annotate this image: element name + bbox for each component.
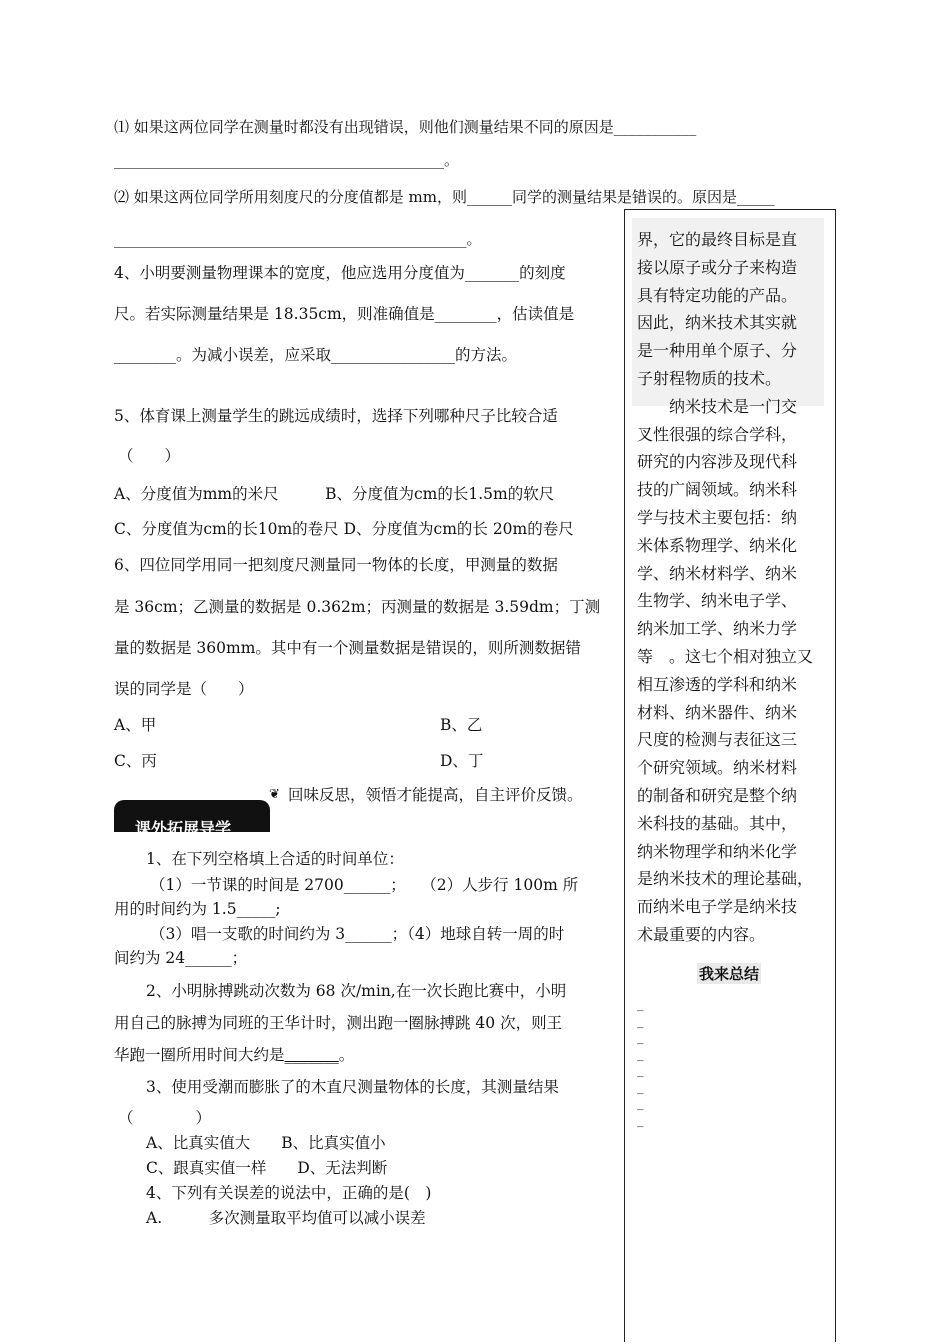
q6-option-d: D、丁 — [440, 752, 484, 770]
q1-line-1: ⑴ 如果这两位同学在测量时都没有出现错误，则他们测量结果不同的原因是___________ — [114, 118, 697, 136]
ext-q1-line-4: 间约为 24______； — [114, 949, 248, 967]
ext-q2-text: 华跑一圈所用时间大约是 — [114, 1046, 285, 1064]
sidebar-line: 纳米技术是一门交 — [637, 396, 798, 416]
sidebar-line: 接以原子或分子来构造 — [637, 257, 798, 277]
q5-line-1: 5、体育课上测量学生的跳远成绩时，选择下列哪种尺子比较合适 — [114, 407, 558, 425]
sidebar-line: 生物学、纳米电子学、 — [637, 591, 798, 611]
sidebar-line: 尺度的检测与表征这三 — [637, 730, 798, 750]
ext-q2-line-1: 2、小明脉搏跳动次数为 68 次/min,在一次长跑比赛中，小明 — [146, 982, 567, 1000]
ext-q3-line-1: 3、使用受潮而膨胀了的木直尺测量物体的长度，其测量结果 — [146, 1078, 559, 1096]
sidebar-line: 研究的内容涉及现代科 — [637, 452, 798, 472]
q4-line-3: ________。为减小误差，应采取________________的方法。 — [114, 346, 518, 364]
q5-options-cd: C、分度值为cm的长10m的卷尺 D、分度值为cm的长 20m的卷尺 — [114, 520, 574, 538]
sidebar-line: 个研究领域。纳米材料 — [637, 758, 798, 778]
summary-blank-line: _ — [637, 1030, 644, 1045]
summary-blank-line: _ — [637, 1046, 644, 1062]
ext-q3-line-2: （ ） — [118, 1109, 212, 1127]
reflection-prompt: 回味反思，领悟才能提高，自主评价反馈。 — [288, 786, 583, 804]
q6-line-2: 是 36cm；乙测量的数据是 0.362m；丙测量的数据是 3.59dm；丁测 — [114, 598, 601, 616]
summary-blank-line: _ — [637, 997, 644, 1012]
sidebar-line: 纳米加工学、纳米力学 — [637, 619, 798, 639]
sidebar-line: 米体系物理学、纳米化 — [637, 535, 798, 555]
summary-blank-line: _ — [637, 1112, 644, 1128]
sidebar-line: 界，它的最终目标是直 — [637, 230, 798, 249]
sidebar-line: 相互渗透的学科和纳米 — [637, 674, 798, 694]
q6-option-a: A、甲 — [114, 716, 157, 734]
q5-line-2: （ ） — [118, 447, 181, 465]
q5-options-ab: A、分度值为mm的米尺 B、分度值为cm的长1.5m的软尺 — [114, 485, 555, 503]
sidebar-line: 子射程物质的技术。 — [637, 369, 782, 388]
sidebar-line: 学与技术主要包括：纳 — [637, 508, 798, 527]
sidebar-line: 材料、纳米器件、纳米 — [637, 702, 798, 722]
ext-q1-line-3: （3）唱一支歌的时间约为 3______；（4）地球自转一周的时 — [150, 925, 565, 943]
ext-q3-option-cd: C、跟真实值一样 D、无法判断 — [146, 1159, 388, 1177]
ext-q2-line-2: 用自己的脉搏为同班的王华计时，测出跑一圈脉搏跳 40 次，则王 — [114, 1014, 563, 1032]
q2-line-1: ⑵ 如果这两位同学所用刻度尺的分度值都是 mm，则______同学的测量结果是错误的。原因是_____ — [114, 188, 775, 206]
ext-q1-title: 1、在下列空格填上合适的时间单位： — [146, 850, 404, 868]
sidebar-line: 纳米物理学和纳米化学 — [637, 841, 798, 861]
sidebar-line: 是纳米技术的理论基础， — [637, 869, 814, 889]
q1-line-2: ____________________________________________。 — [114, 151, 460, 169]
ext-q2-line-3 — [114, 1045, 354, 1065]
section-badge-label: 课外拓展导学 — [135, 819, 232, 838]
ext-q4-option-a: A. 多次测量取平均值可以减小误差 — [146, 1209, 426, 1227]
sidebar-line: 的制备和研究是整个纳 — [637, 786, 798, 805]
summary-title: 我来总结 — [699, 965, 760, 983]
sidebar-line: 是一种用单个原子、分 — [637, 341, 798, 361]
q6-option-b: B、乙 — [440, 716, 483, 734]
sidebar-line: 术最重要的内容。 — [637, 925, 766, 944]
sidebar-line: 学、纳米材料学、纳米 — [637, 563, 798, 583]
sidebar-line: 米科技的基础。其中， — [637, 813, 798, 833]
sidebar-line: 技的广阔领域。纳米科 — [637, 480, 798, 500]
q6-line-1: 6、四位同学用同一把刻度尺测量同一物体的长度，甲测量的数据 — [114, 556, 558, 574]
sidebar-line: 因此，纳米技术其实就 — [637, 313, 798, 333]
q6-line-4: 误的同学是（ ） — [114, 680, 254, 698]
ext-q1-line-2: 用的时间约为 1.5_____; — [114, 900, 281, 918]
sidebar-line: 等 。这七个相对独立又 — [637, 647, 814, 666]
summary-blank-line: _ — [637, 1079, 644, 1095]
q2-line-2: _______________________________________________。 — [114, 230, 482, 248]
summary-blank-line: _ — [637, 1063, 644, 1078]
section-badge — [114, 800, 270, 838]
sidebar-line: 而纳米电子学是纳米技 — [637, 897, 798, 917]
ext-q3-option-ab: A、比真实值大 B、比真实值小 — [146, 1134, 386, 1152]
ext-q1-line-1: （1）一节课的时间是 2700______； （2）人步行 100m 所 — [150, 876, 579, 894]
ext-q2-end: 。 — [338, 1046, 355, 1064]
sidebar-line: 具有特定功能的产品。 — [637, 285, 798, 305]
summary-blank-line: _ — [637, 1096, 644, 1111]
summary-blank-line: _ — [637, 1013, 644, 1029]
q6-line-3: 量的数据是 360mm。其中有一个测量数据是错误的，则所测数据错 — [114, 639, 581, 657]
ext-q4-line-1: 4、下列有关误差的说法中，正确的是( ) — [146, 1184, 432, 1202]
q4-line-1: 4、小明要测量物理课本的宽度，他应选用分度值为_______的刻度 — [114, 264, 566, 282]
ext-q2-blank: _______ — [284, 1046, 339, 1064]
q6-option-c: C、丙 — [114, 752, 157, 770]
leaf-icon: ❦ — [269, 787, 280, 802]
q4-line-2: 尺。若实际测量结果是 18.35cm，则准确值是________，估读值是 — [114, 305, 575, 323]
sidebar-line: 叉性很强的综合学科， — [637, 424, 798, 444]
